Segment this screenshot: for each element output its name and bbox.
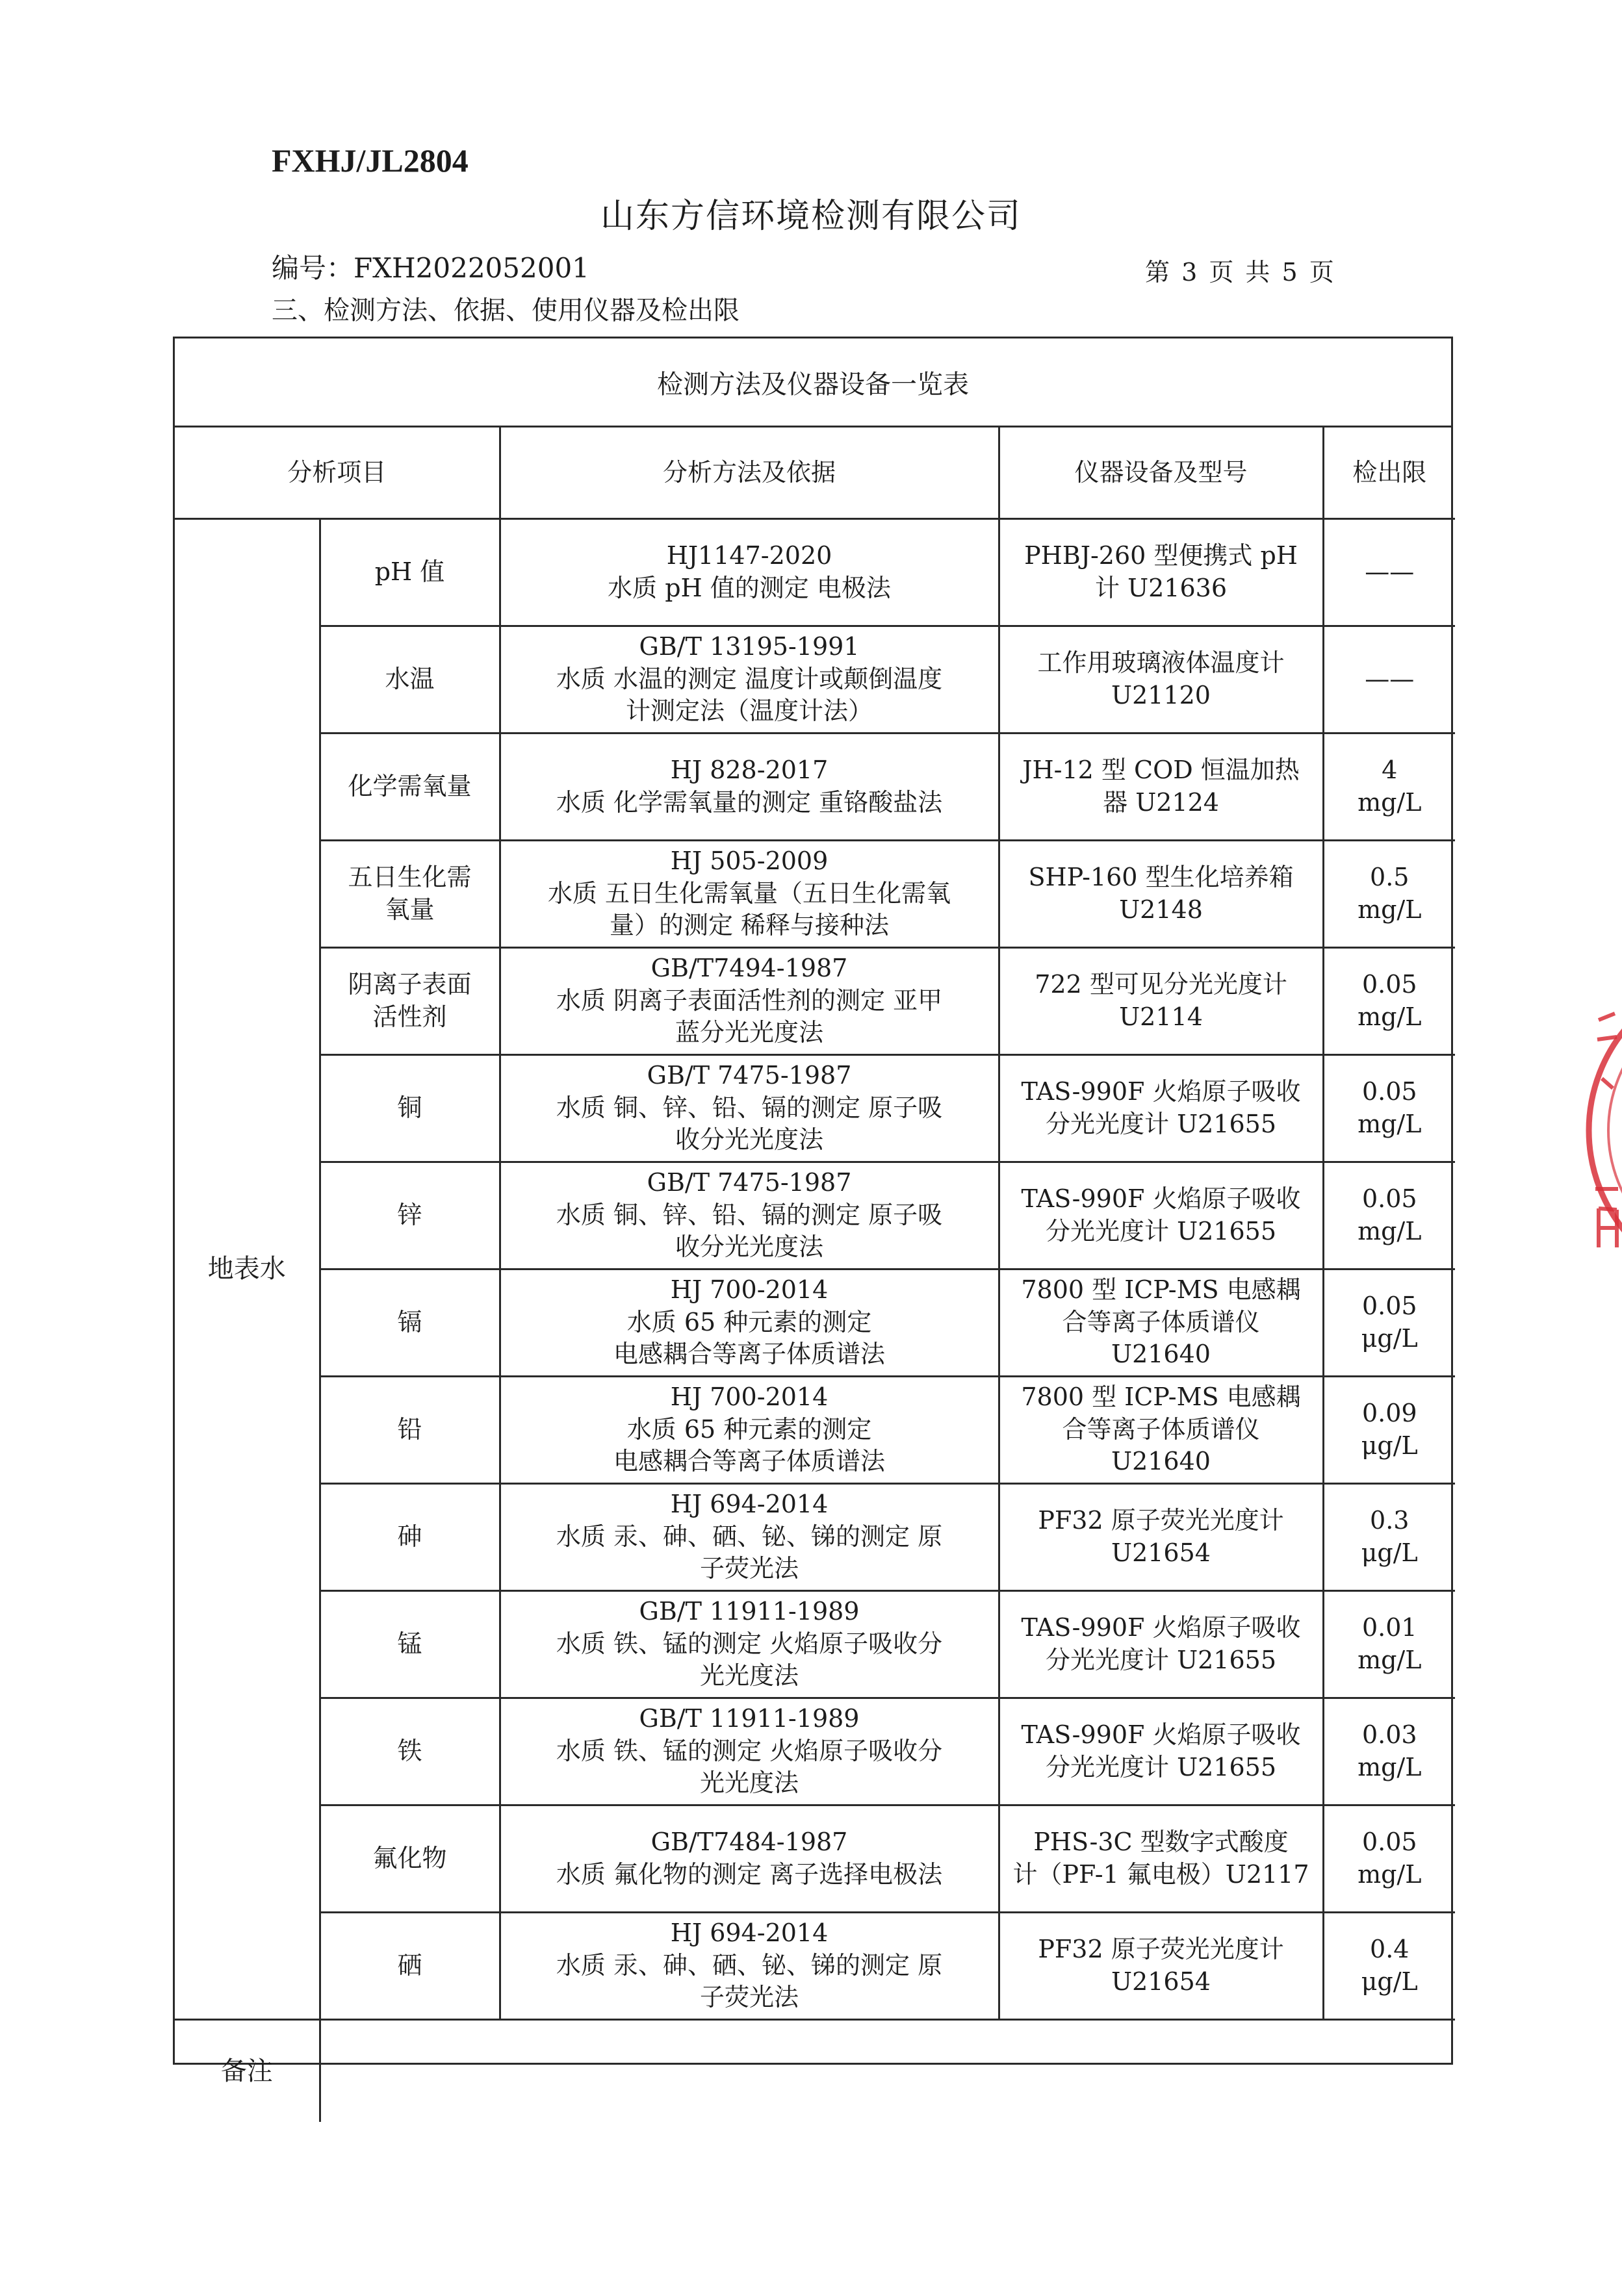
method-basis-line: GB/T 7475-1987 [647, 1061, 852, 1090]
detection-limit-line: mg/L [1358, 1109, 1422, 1138]
analysis-item-line: 氧量 [385, 895, 435, 924]
table-row [175, 1376, 1455, 1483]
instrument-model [999, 626, 1323, 733]
instrument-model-line: U2114 [1119, 1002, 1203, 1031]
detection-limit-line: 0.03 [1361, 1720, 1417, 1750]
analysis-item-line: 铜 [397, 1093, 422, 1122]
instrument-model-line: 器 U2124 [1103, 787, 1219, 817]
method-basis [500, 1590, 999, 1698]
analysis-item [320, 1483, 500, 1590]
analysis-item [320, 947, 500, 1054]
table-row [175, 947, 1455, 1054]
method-basis-line: 水质 五日生化需氧量（五日生化需氧 [547, 878, 951, 908]
detection-limit-line: mg/L [1358, 1752, 1422, 1781]
detection-limit-line: —— [1365, 664, 1415, 693]
instrument-model-line: JH-12 型 COD 恒温加热 [1022, 756, 1300, 785]
analysis-item-line: 氟化物 [372, 1843, 447, 1872]
method-basis-line: 收分光光度法 [675, 1232, 824, 1262]
instrument-model [999, 1698, 1323, 1805]
method-basis-line: 电感耦合等离子体质谱法 [613, 1340, 886, 1369]
instrument-model-line: 7800 型 ICP-MS 电感耦 [1021, 1275, 1301, 1305]
instrument-model-line: U21654 [1111, 1967, 1211, 1996]
instrument-model-line: 计（PF-1 氟电极）U2117 [1012, 1859, 1309, 1889]
table-caption: 检测方法及仪器设备一览表 [175, 338, 1451, 427]
table-header-row [175, 427, 1455, 518]
detection-limit [1323, 947, 1455, 1054]
instrument-model [999, 1162, 1323, 1269]
detection-limit-line: 0.4 [1370, 1935, 1410, 1964]
detection-limit [1323, 1698, 1455, 1805]
detection-limit-line: μg/L [1361, 1967, 1418, 1996]
instrument-model-line: TAS-990F 火焰原子吸收 [1021, 1720, 1301, 1750]
method-basis-line: 水质 铁、锰的测定 火焰原子吸收分 [556, 1629, 943, 1658]
remark-label: 备注 [175, 2019, 320, 2122]
method-basis-line: 蓝分光光度法 [675, 1018, 824, 1047]
detection-limit-line: 0.5 [1370, 863, 1410, 892]
analysis-item [320, 626, 500, 733]
instrument-model-line: TAS-990F 火焰原子吸收 [1021, 1184, 1301, 1214]
table-row [175, 840, 1455, 947]
method-basis [500, 518, 999, 626]
analysis-item [320, 518, 500, 626]
instrument-model-line: 分光光度计 U21655 [1046, 1752, 1277, 1781]
analysis-item-line: 五日生化需 [348, 863, 472, 892]
instrument-model [999, 947, 1323, 1054]
method-basis-line: GB/T 11911-1989 [639, 1597, 860, 1626]
detection-limit-line: 0.05 [1361, 970, 1417, 999]
table-row [175, 1698, 1455, 1805]
instrument-model-line: 合等离子体质谱仪 [1062, 1307, 1260, 1336]
detection-limit-line: 4 [1382, 756, 1398, 785]
analysis-item [320, 1054, 500, 1162]
analysis-item [320, 1912, 500, 2019]
analysis-item-line: 砷 [397, 1522, 422, 1551]
instrument-model-line: U2148 [1119, 895, 1203, 924]
instrument-model-line: 分光光度计 U21655 [1046, 1109, 1277, 1138]
instrument-model [999, 1590, 1323, 1698]
report-number: 编号：FXH2022052001 [272, 252, 589, 284]
method-basis-line: 水质 化学需氧量的测定 重铬酸盐法 [556, 787, 943, 817]
detection-limit-line: 0.3 [1370, 1506, 1410, 1535]
methods-table-frame [173, 337, 1453, 2086]
instrument-model-line: U21120 [1111, 680, 1211, 709]
table-row [175, 518, 1455, 626]
detection-limit [1323, 733, 1455, 840]
analysis-item-line: 化学需氧量 [348, 771, 472, 800]
instrument-model-line: U21654 [1111, 1538, 1211, 1567]
detection-limit [1323, 1483, 1455, 1590]
method-basis-line: HJ 700-2014 [670, 1383, 829, 1412]
detection-limit-line: —— [1365, 557, 1415, 586]
red-stamp-fragment [1579, 975, 1622, 1286]
method-basis [500, 1912, 999, 2019]
instrument-model-line: U21640 [1111, 1447, 1211, 1476]
method-basis [500, 626, 999, 733]
method-basis [500, 840, 999, 947]
method-basis-line: HJ 694-2014 [670, 1919, 829, 1948]
detection-limit [1323, 840, 1455, 947]
header-item: 分析项目 [175, 427, 500, 518]
method-basis-line: 水质 pH 值的测定 电极法 [608, 573, 891, 602]
method-basis [500, 1054, 999, 1162]
instrument-model-line: PF32 原子荧光光度计 [1038, 1935, 1284, 1964]
section-title: 三、检测方法、依据、使用仪器及检出限 [272, 296, 740, 325]
analysis-item [320, 1269, 500, 1376]
instrument-model-line: PHS-3C 型数字式酸度 [1033, 1828, 1289, 1857]
method-basis-line: 水质 汞、砷、硒、铋、锑的测定 原 [556, 1522, 943, 1551]
method-basis-line: 量）的测定 稀释与接种法 [609, 911, 890, 940]
method-basis [500, 1698, 999, 1805]
method-basis [500, 733, 999, 840]
table-row [175, 1162, 1455, 1269]
method-basis-line: HJ 828-2017 [670, 756, 829, 785]
detection-limit-line: mg/L [1358, 1645, 1422, 1674]
analysis-item [320, 1376, 500, 1483]
instrument-model-line: 合等离子体质谱仪 [1062, 1414, 1260, 1444]
method-basis-line: GB/T 7475-1987 [647, 1168, 852, 1197]
analysis-item-line: pH 值 [374, 557, 445, 586]
method-basis [500, 1162, 999, 1269]
instrument-model-line: TAS-990F 火焰原子吸收 [1021, 1613, 1301, 1642]
analysis-item-line: 铁 [397, 1736, 422, 1765]
detection-limit-line: μg/L [1361, 1538, 1418, 1567]
detection-limit-line: 0.05 [1361, 1184, 1417, 1214]
instrument-model [999, 1912, 1323, 2019]
method-basis [500, 1269, 999, 1376]
method-basis [500, 947, 999, 1054]
analysis-item-line: 镉 [397, 1307, 422, 1336]
instrument-model [999, 518, 1323, 626]
header-limit: 检出限 [1323, 427, 1455, 518]
instrument-model-line: 分光光度计 U21655 [1046, 1645, 1277, 1674]
instrument-model [999, 1376, 1323, 1483]
method-basis-line: GB/T 13195-1991 [639, 632, 860, 661]
method-basis-line: HJ 700-2014 [670, 1275, 829, 1305]
instrument-model-line: 工作用玻璃液体温度计 [1037, 648, 1285, 678]
method-basis-line: 水质 水温的测定 温度计或颠倒温度 [556, 664, 943, 693]
method-basis-line: 水质 氟化物的测定 离子选择电极法 [556, 1859, 943, 1889]
table-row [175, 1483, 1455, 1590]
company-name: 山东方信环境检测有限公司 [600, 197, 1022, 236]
instrument-model-line: U21640 [1111, 1340, 1211, 1369]
instrument-model-line: PHBJ-260 型便携式 pH [1024, 541, 1298, 570]
method-basis-line: GB/T7484-1987 [650, 1828, 848, 1857]
table-row [175, 1912, 1455, 2019]
detection-limit [1323, 1054, 1455, 1162]
analysis-item [320, 1590, 500, 1698]
instrument-model-line: 7800 型 ICP-MS 电感耦 [1021, 1383, 1301, 1412]
detection-limit-line: 0.09 [1361, 1399, 1417, 1428]
detection-limit [1323, 1376, 1455, 1483]
analysis-item [320, 1805, 500, 1912]
detection-limit-line: mg/L [1358, 895, 1422, 924]
instrument-model-line: SHP-160 型生化培养箱 [1028, 863, 1294, 892]
analysis-item-line: 铅 [397, 1414, 422, 1444]
remark-row [175, 2019, 1455, 2122]
detection-limit-line: mg/L [1358, 787, 1422, 817]
remark-value [320, 2019, 1455, 2122]
instrument-model-line: TAS-990F 火焰原子吸收 [1021, 1077, 1301, 1106]
detection-limit [1323, 1162, 1455, 1269]
header-instrument: 仪器设备及型号 [999, 427, 1323, 518]
analysis-item [320, 840, 500, 947]
analysis-item-line: 锰 [397, 1629, 422, 1658]
method-basis-line: 子荧光法 [700, 1554, 799, 1583]
header-method: 分析方法及依据 [500, 427, 999, 518]
detection-limit-line: 0.05 [1361, 1292, 1417, 1321]
method-basis-line: 收分光光度法 [675, 1125, 824, 1154]
instrument-model [999, 1805, 1323, 1912]
method-basis-line: 光光度法 [700, 1661, 799, 1690]
detection-limit-line: 0.05 [1361, 1077, 1417, 1106]
table-row [175, 1269, 1455, 1376]
detection-limit-line: 0.01 [1361, 1613, 1417, 1642]
analysis-item-line: 阴离子表面 [348, 970, 472, 999]
detection-limit [1323, 1269, 1455, 1376]
analysis-item-line: 水温 [385, 664, 435, 693]
analysis-item-line: 活性剂 [372, 1002, 447, 1031]
method-basis-line: 光光度法 [700, 1768, 799, 1798]
instrument-model [999, 1483, 1323, 1590]
method-basis-line: 计测定法（温度计法） [626, 696, 873, 726]
method-basis [500, 1805, 999, 1912]
table-row [175, 1805, 1455, 1912]
method-basis-line: 水质 阴离子表面活性剂的测定 亚甲 [556, 986, 943, 1015]
method-basis-line: 水质 铁、锰的测定 火焰原子吸收分 [556, 1736, 943, 1765]
methods-table [175, 427, 1455, 2122]
instrument-model-line: 分光光度计 U21655 [1046, 1216, 1277, 1245]
detection-limit-line: μg/L [1361, 1323, 1418, 1353]
method-basis-line: 电感耦合等离子体质谱法 [613, 1447, 886, 1476]
detection-limit [1323, 1590, 1455, 1698]
analysis-item-line: 锌 [397, 1200, 422, 1229]
detection-limit [1323, 518, 1455, 626]
instrument-model-line: PF32 原子荧光光度计 [1038, 1506, 1284, 1535]
method-basis-line: HJ1147-2020 [666, 541, 832, 570]
instrument-model [999, 733, 1323, 840]
detection-limit [1323, 1912, 1455, 2019]
method-basis-line: 水质 铜、锌、铅、镉的测定 原子吸 [556, 1093, 943, 1122]
method-basis-line: 水质 65 种元素的测定 [626, 1414, 872, 1444]
analysis-item [320, 1162, 500, 1269]
method-basis-line: 水质 汞、砷、硒、铋、锑的测定 原 [556, 1950, 943, 1980]
method-basis [500, 1483, 999, 1590]
method-basis-line: GB/T 11911-1989 [639, 1704, 860, 1733]
table-row [175, 733, 1455, 840]
table-row [175, 1590, 1455, 1698]
sample-category: 地表水 [175, 518, 320, 2019]
analysis-item-line: 硒 [397, 1950, 422, 1980]
table-row [175, 626, 1455, 733]
table-row [175, 1054, 1455, 1162]
document-code: FXHJ/JL2804 [272, 142, 469, 179]
instrument-model-line: 722 型可见分光光度计 [1035, 970, 1287, 999]
method-basis-line: 水质 65 种元素的测定 [626, 1307, 872, 1336]
instrument-model [999, 1269, 1323, 1376]
detection-limit-line: 0.05 [1361, 1828, 1417, 1857]
detection-limit [1323, 626, 1455, 733]
method-basis-line: HJ 694-2014 [670, 1490, 829, 1519]
detection-limit [1323, 1805, 1455, 1912]
method-basis-line: GB/T7494-1987 [650, 954, 848, 983]
analysis-item [320, 1698, 500, 1805]
analysis-item [320, 733, 500, 840]
method-basis-line: 水质 铜、锌、铅、镉的测定 原子吸 [556, 1200, 943, 1229]
detection-limit-line: mg/L [1358, 1216, 1422, 1245]
instrument-model-line: 计 U21636 [1095, 573, 1228, 602]
method-basis-line: HJ 505-2009 [670, 847, 829, 876]
method-basis-line: 子荧光法 [700, 1983, 799, 2012]
instrument-model [999, 1054, 1323, 1162]
detection-limit-line: μg/L [1361, 1431, 1418, 1460]
detection-limit-line: mg/L [1358, 1002, 1422, 1031]
page-indicator: 第 3 页 共 5 页 [1145, 258, 1334, 287]
instrument-model [999, 840, 1323, 947]
method-basis [500, 1376, 999, 1483]
detection-limit-line: mg/L [1358, 1859, 1422, 1889]
